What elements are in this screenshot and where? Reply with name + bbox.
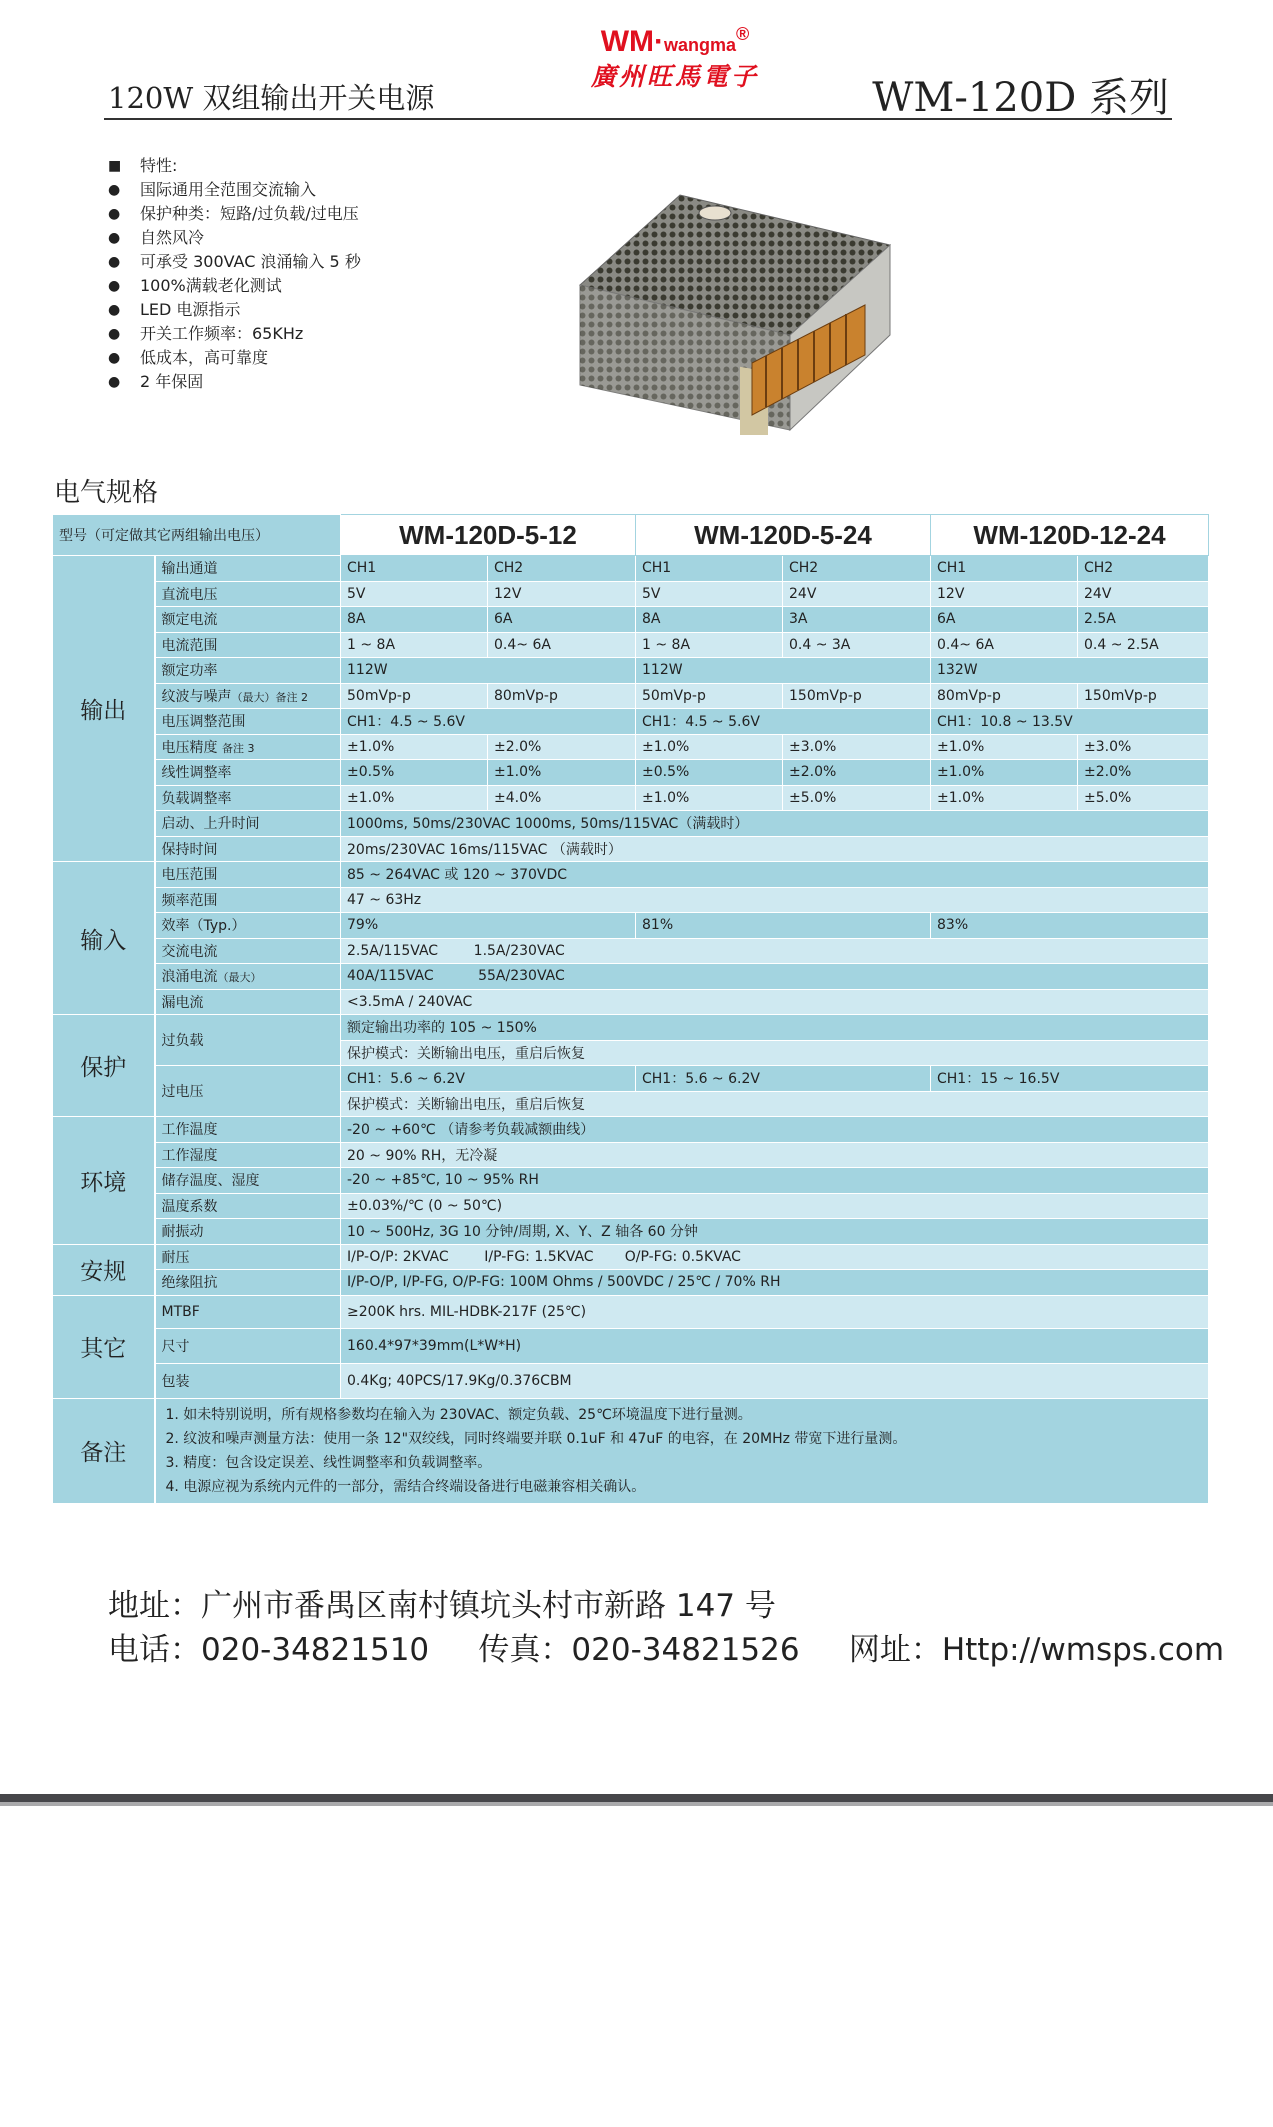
cell: CH2 xyxy=(783,556,931,582)
cell: 50mVp-p xyxy=(341,683,488,709)
cell: CH2 xyxy=(1078,556,1209,582)
table-row xyxy=(53,964,1209,990)
row-label: 交流电流 xyxy=(155,938,341,964)
cell: 80mVp-p xyxy=(931,683,1078,709)
cell: 150mVp-p xyxy=(1078,683,1209,709)
note-item: 2. 纹波和噪声测量方法：使用一条 12"双绞线，同时终端要并联 0.1uF 和 47uF 的电容，在 20MHz 带宽下进行量测。 xyxy=(165,1430,907,1447)
cell: ±0.03%/℃ (0 ~ 50℃) xyxy=(341,1193,1209,1219)
table-row xyxy=(53,709,1209,735)
product-photo xyxy=(560,185,900,435)
cell: 1000ms, 50ms/230VAC 1000ms, 50ms/115VAC（满载时） xyxy=(341,811,1209,837)
cell: ±1.0% xyxy=(488,760,636,786)
header-series-title: WM-120D 系列 xyxy=(872,75,1169,121)
bullet-icon: ● xyxy=(108,326,121,342)
note-item: 4. 电源应视为系统内元件的一部分，需结合终端设备进行电磁兼容相关确认。 xyxy=(165,1478,646,1495)
row-label-note: 备注 3 xyxy=(221,741,255,755)
row-label: 工作温度 xyxy=(155,1117,341,1143)
cell: 1 ~ 8A xyxy=(341,632,488,658)
table-row xyxy=(53,1270,1209,1296)
row-label-text: 浪涌电流 xyxy=(161,969,218,986)
cell: 0.4 ~ 2.5A xyxy=(1078,632,1209,658)
row-label xyxy=(155,734,341,760)
cell: 20ms/230VAC 16ms/115VAC （满载时） xyxy=(341,836,1209,862)
table-row xyxy=(53,683,1209,709)
cell: I/P-O/P, I/P-FG, O/P-FG: 100M Ohms / 500VDC / 25℃ / 70% RH xyxy=(341,1270,1209,1296)
category-notes: 备注 xyxy=(53,1398,155,1503)
table-row xyxy=(53,1015,1209,1041)
spec-table xyxy=(52,514,1209,1504)
row-label: 额定电流 xyxy=(155,607,341,633)
table-row xyxy=(53,1168,1209,1194)
cell: 40A/115VAC 55A/230VAC xyxy=(341,964,1209,990)
cell: 0.4~ 6A xyxy=(488,632,636,658)
cell: 3A xyxy=(783,607,931,633)
feature-item: 100%满载老化测试 xyxy=(140,276,282,295)
bullet-icon: ● xyxy=(108,206,121,222)
bullet-icon: ● xyxy=(108,350,121,366)
header-product-title: 120W 双组输出开关电源 xyxy=(108,81,435,115)
row-label-text: 电压精度 xyxy=(161,739,218,756)
category-input: 输入 xyxy=(53,862,155,1015)
row-label: 过电压 xyxy=(155,1066,341,1117)
cell: I/P-O/P: 2KVAC I/P-FG: 1.5KVAC O/P-FG: 0.5KVAC xyxy=(341,1244,1209,1270)
cell: ±4.0% xyxy=(488,785,636,811)
cell: 10 ~ 500Hz, 3G 10 分钟/周期, X、Y、Z 轴各 60 分钟 xyxy=(341,1219,1209,1245)
cell: ≥200K hrs. MIL-HDBK-217F (25℃) xyxy=(341,1295,1209,1328)
feature-item: 可承受 300VAC 浪涌输入 5 秒 xyxy=(140,252,361,271)
cell: 0.4 ~ 3A xyxy=(783,632,931,658)
cell: ±1.0% xyxy=(341,785,488,811)
table-row xyxy=(53,862,1209,888)
cell: 2.5A xyxy=(1078,607,1209,633)
model-3: WM-120D-12-24 xyxy=(931,515,1209,556)
logo-wm: WM· xyxy=(600,25,664,58)
cell: CH1：5.6 ~ 6.2V xyxy=(341,1066,636,1092)
notes-cell xyxy=(155,1398,1209,1503)
cell: 6A xyxy=(931,607,1078,633)
bottom-bar-shadow xyxy=(0,1802,1273,1806)
cell: 81% xyxy=(636,913,931,939)
cell: 83% xyxy=(931,913,1209,939)
note-item: 3. 精度：包含设定误差、线性调整率和负载调整率。 xyxy=(165,1454,492,1471)
row-label: 耐压 xyxy=(155,1244,341,1270)
feature-item: 开关工作频率：65KHz xyxy=(140,324,304,343)
feature-item: 低成本，高可靠度 xyxy=(140,348,269,367)
table-row xyxy=(53,989,1209,1015)
row-label: 输出通道 xyxy=(155,556,341,582)
cell: ±0.5% xyxy=(341,760,488,786)
cell: CH1：10.8 ~ 13.5V xyxy=(931,709,1209,735)
cell: 79% xyxy=(341,913,636,939)
category-other: 其它 xyxy=(53,1295,155,1398)
row-label: 过负载 xyxy=(155,1015,341,1066)
cell: -20 ~ +60℃ （请参考负载减额曲线） xyxy=(341,1117,1209,1143)
row-label: 温度系数 xyxy=(155,1193,341,1219)
logo-reg: ® xyxy=(736,24,750,44)
cell: 24V xyxy=(783,581,931,607)
feature-item: 国际通用全范围交流输入 xyxy=(140,180,317,199)
cell: ±1.0% xyxy=(636,785,783,811)
row-label: 直流电压 xyxy=(155,581,341,607)
cell: 额定输出功率的 105 ~ 150% xyxy=(341,1015,1209,1041)
feature-item: 自然风冷 xyxy=(140,228,205,247)
table-row xyxy=(53,836,1209,862)
table-row xyxy=(53,760,1209,786)
feature-item: 保护种类：短路/过负载/过电压 xyxy=(140,204,359,223)
bottom-bar xyxy=(0,1794,1273,1802)
cell: 160.4*97*39mm(L*W*H) xyxy=(341,1328,1209,1363)
row-label: 漏电流 xyxy=(155,989,341,1015)
table-row xyxy=(53,1219,1209,1245)
row-label: 负载调整率 xyxy=(155,785,341,811)
cell: CH1：4.5 ~ 5.6V xyxy=(636,709,931,735)
bullet-icon: ● xyxy=(108,182,121,198)
features-list xyxy=(108,154,361,394)
cell: 20 ~ 90% RH，无冷凝 xyxy=(341,1142,1209,1168)
table-row xyxy=(53,1193,1209,1219)
cell: CH1：4.5 ~ 5.6V xyxy=(341,709,636,735)
bullet-icon: ● xyxy=(108,278,121,294)
feature-item: 2 年保固 xyxy=(140,372,204,391)
cell: -20 ~ +85℃, 10 ~ 95% RH xyxy=(341,1168,1209,1194)
table-row xyxy=(53,913,1209,939)
table-row xyxy=(53,1363,1209,1398)
table-row xyxy=(53,1328,1209,1363)
cell: 0.4Kg; 40PCS/17.9Kg/0.376CBM xyxy=(341,1363,1209,1398)
row-label: 频率范围 xyxy=(155,887,341,913)
cell: 50mVp-p xyxy=(636,683,783,709)
model-1: WM-120D-5-12 xyxy=(341,515,636,556)
model-2: WM-120D-5-24 xyxy=(636,515,931,556)
cell: ±2.0% xyxy=(488,734,636,760)
category-safety: 安规 xyxy=(53,1244,155,1295)
row-label: 工作湿度 xyxy=(155,1142,341,1168)
cell: 112W xyxy=(341,658,636,684)
table-row xyxy=(53,1066,1209,1092)
table-row xyxy=(53,581,1209,607)
cell: 85 ~ 264VAC 或 120 ~ 370VDC xyxy=(341,862,1209,888)
cell: 5V xyxy=(341,581,488,607)
category-protect: 保护 xyxy=(53,1015,155,1117)
cell: ±1.0% xyxy=(931,785,1078,811)
cell: CH1 xyxy=(636,556,783,582)
cell: 8A xyxy=(341,607,488,633)
note-item: 1. 如未特别说明，所有规格参数均在输入为 230VAC、额定负载、25℃环境温度下进行量测。 xyxy=(165,1406,752,1423)
row-label: 效率（Typ.） xyxy=(155,913,341,939)
table-row xyxy=(53,785,1209,811)
bullet-icon: ● xyxy=(108,230,121,246)
cell: 80mVp-p xyxy=(488,683,636,709)
bullet-icon: ● xyxy=(108,374,121,390)
table-row xyxy=(53,1295,1209,1328)
footer-phone-fax-web: 电话：020-34821510 传真：020-34821526 网址：Http://wmsps.com xyxy=(108,1632,1225,1668)
cell: ±3.0% xyxy=(783,734,931,760)
row-label: 尺寸 xyxy=(155,1328,341,1363)
table-row xyxy=(53,607,1209,633)
row-label: 电压调整范围 xyxy=(155,709,341,735)
cell: ±1.0% xyxy=(636,734,783,760)
table-row xyxy=(53,734,1209,760)
row-label: MTBF xyxy=(155,1295,341,1328)
brand-logo xyxy=(570,24,780,93)
table-row xyxy=(53,938,1209,964)
footer-address: 地址：广州市番禺区南村镇坑头村市新路 147 号 xyxy=(108,1588,776,1624)
row-label: 电流范围 xyxy=(155,632,341,658)
row-label: 耐振动 xyxy=(155,1219,341,1245)
cell: ±2.0% xyxy=(783,760,931,786)
row-label-note: （最大）备注 2 xyxy=(231,690,308,704)
row-label-text: 纹波与噪声 xyxy=(161,688,232,705)
logo-brand: wangma xyxy=(664,35,737,55)
row-label: 包装 xyxy=(155,1363,341,1398)
row-label: 储存温度、湿度 xyxy=(155,1168,341,1194)
table-row xyxy=(53,811,1209,837)
category-output: 输出 xyxy=(53,556,155,862)
row-label xyxy=(155,683,341,709)
cell: 1 ~ 8A xyxy=(636,632,783,658)
cell: ±1.0% xyxy=(931,734,1078,760)
cell: ±2.0% xyxy=(1078,760,1209,786)
table-row xyxy=(53,1142,1209,1168)
cell: CH1 xyxy=(931,556,1078,582)
cell: <3.5mA / 240VAC xyxy=(341,989,1209,1015)
cell: 132W xyxy=(931,658,1209,684)
table-row xyxy=(53,556,1209,582)
cell: 12V xyxy=(488,581,636,607)
cell: CH1：5.6 ~ 6.2V xyxy=(636,1066,931,1092)
bullet-icon: ● xyxy=(108,302,121,318)
cell: 5V xyxy=(636,581,783,607)
cell: 12V xyxy=(931,581,1078,607)
row-label: 电压范围 xyxy=(155,862,341,888)
row-label-note: （最大） xyxy=(217,971,262,985)
header-divider xyxy=(104,118,1172,120)
cell: 112W xyxy=(636,658,931,684)
cell: 保护模式：关断输出电压，重启后恢复 xyxy=(341,1091,1209,1117)
cell: 0.4~ 6A xyxy=(931,632,1078,658)
footer-contact xyxy=(108,1584,1224,1672)
row-label xyxy=(155,964,341,990)
cell: CH1 xyxy=(341,556,488,582)
cell: ±0.5% xyxy=(636,760,783,786)
table-row xyxy=(53,1244,1209,1270)
square-bullet-icon: ■ xyxy=(108,158,122,174)
cell: ±3.0% xyxy=(1078,734,1209,760)
table-row xyxy=(53,632,1209,658)
table-row xyxy=(53,1398,1209,1503)
cell: ±1.0% xyxy=(931,760,1078,786)
row-label: 启动、上升时间 xyxy=(155,811,341,837)
cell: 150mVp-p xyxy=(783,683,931,709)
category-env: 环境 xyxy=(53,1117,155,1245)
cell: 2.5A/115VAC 1.5A/230VAC xyxy=(341,938,1209,964)
cell: 保护模式：关断输出电压，重启后恢复 xyxy=(341,1040,1209,1066)
cell: CH2 xyxy=(488,556,636,582)
row-label: 线性调整率 xyxy=(155,760,341,786)
cell: 8A xyxy=(636,607,783,633)
features-title: 特性: xyxy=(140,156,178,175)
row-label: 保持时间 xyxy=(155,836,341,862)
table-row xyxy=(53,1117,1209,1143)
model-label: 型号（可定做其它两组输出电压） xyxy=(53,515,341,556)
table-row xyxy=(53,887,1209,913)
table-header-row xyxy=(53,515,1209,556)
cell: 6A xyxy=(488,607,636,633)
feature-item: LED 电源指示 xyxy=(140,300,241,319)
cell: ±5.0% xyxy=(1078,785,1209,811)
cell: 47 ~ 63Hz xyxy=(341,887,1209,913)
row-label: 绝缘阻抗 xyxy=(155,1270,341,1296)
table-row xyxy=(53,658,1209,684)
cell: CH1：15 ~ 16.5V xyxy=(931,1066,1209,1092)
bullet-icon: ● xyxy=(108,254,121,270)
cell: 24V xyxy=(1078,581,1209,607)
cell: ±5.0% xyxy=(783,785,931,811)
section-title: 电气规格 xyxy=(54,478,159,508)
row-label: 额定功率 xyxy=(155,658,341,684)
cell: ±1.0% xyxy=(341,734,488,760)
logo-chinese: 廣州旺馬電子 xyxy=(590,62,759,91)
